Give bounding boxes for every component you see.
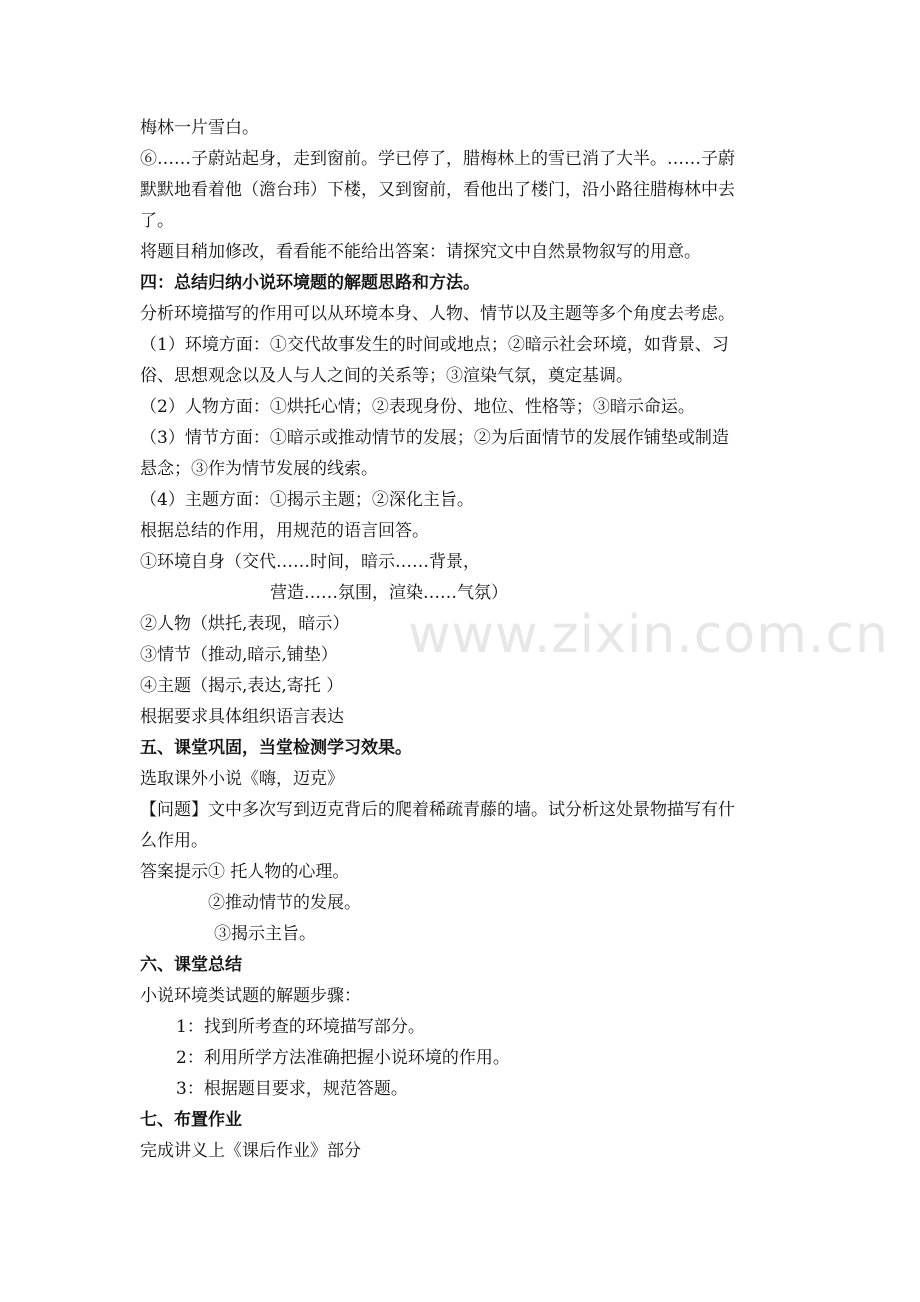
text-line: 根据要求具体组织语言表达 — [140, 707, 344, 727]
text-line: 悬念；③作为情节发展的线索。 — [140, 459, 378, 479]
text-line: 完成讲义上《课后作业》部分 — [140, 1141, 361, 1161]
text-line: 根据总结的作用，用规范的语言回答。 — [140, 521, 429, 541]
text-line: 选取课外小说《嗨，迈克》 — [140, 769, 344, 789]
text-line: ③揭示主旨。 — [214, 924, 316, 944]
text-line: （2）人物方面：①烘托心情；②表现身份、地位、性格等；③暗示命运。 — [140, 397, 695, 417]
text-line: （4）主题方面：①揭示主题；②深化主旨。 — [140, 490, 474, 510]
text-line: 了。 — [140, 211, 174, 231]
text-line: ⑥……子蔚站起身，走到窗前。学已停了，腊梅林上的雪已消了大半。……子蔚 — [140, 149, 735, 169]
text-line: 么作用。 — [140, 831, 208, 851]
section-heading: 七、布置作业 — [140, 1110, 242, 1130]
text-line: 俗、思想观念以及人与人之间的关系等；③渲染气氛，奠定基调。 — [140, 366, 633, 386]
text-line: 营造……氛围，渲染……气氛） — [270, 583, 508, 603]
text-line: 2：利用所学方法准确把握小说环境的作用。 — [176, 1048, 510, 1068]
text-line: 小说环境类试题的解题步骤： — [140, 986, 361, 1006]
section-heading: 四：总结归纳小说环境题的解题思路和方法。 — [140, 273, 480, 293]
section-heading: 五、课堂巩固，当堂检测学习效果。 — [140, 738, 412, 758]
text-line: ①环境自身（交代……时间，暗示……背景， — [140, 552, 480, 572]
text-line: 1：找到所考查的环境描写部分。 — [176, 1017, 425, 1037]
section-heading: 六、课堂总结 — [140, 955, 242, 975]
text-line: 【问题】文中多次写到迈克背后的爬着稀疏青藤的墙。试分析这处景物描写有什 — [140, 800, 735, 820]
text-line: 将题目稍加修改，看看能不能给出答案：请探究文中自然景物叙写的用意。 — [140, 242, 701, 262]
text-line: 梅林一片雪白。 — [140, 118, 259, 138]
document-body — [140, 113, 790, 1167]
text-line: ②人物（烘托,表现，暗示） — [140, 614, 350, 634]
text-line: ③情节（推动,暗示,铺垫） — [140, 645, 338, 665]
text-line: 默默地看着他（澹台玮）下楼，又到窗前，看他出了楼门，沿小路往腊梅林中去 — [140, 180, 735, 200]
text-line: ④主题（揭示,表达,寄托 ） — [140, 676, 344, 696]
text-line: （1）环境方面：①交代故事发生的时间或地点；②暗示社会环境，如背景、习 — [140, 335, 729, 355]
text-line: 答案提示① 托人物的心理。 — [140, 862, 350, 882]
text-line: 分析环境描写的作用可以从环境本身、人物、情节以及主题等多个角度去考虑。 — [140, 304, 735, 324]
text-line: ②推动情节的发展。 — [208, 893, 361, 913]
watermark: www.zixin.com.cn — [408, 605, 889, 665]
text-line: 3：根据题目要求，规范答题。 — [176, 1079, 408, 1099]
text-line: （3）情节方面：①暗示或推动情节的发展；②为后面情节的发展作铺垫或制造 — [140, 428, 729, 448]
